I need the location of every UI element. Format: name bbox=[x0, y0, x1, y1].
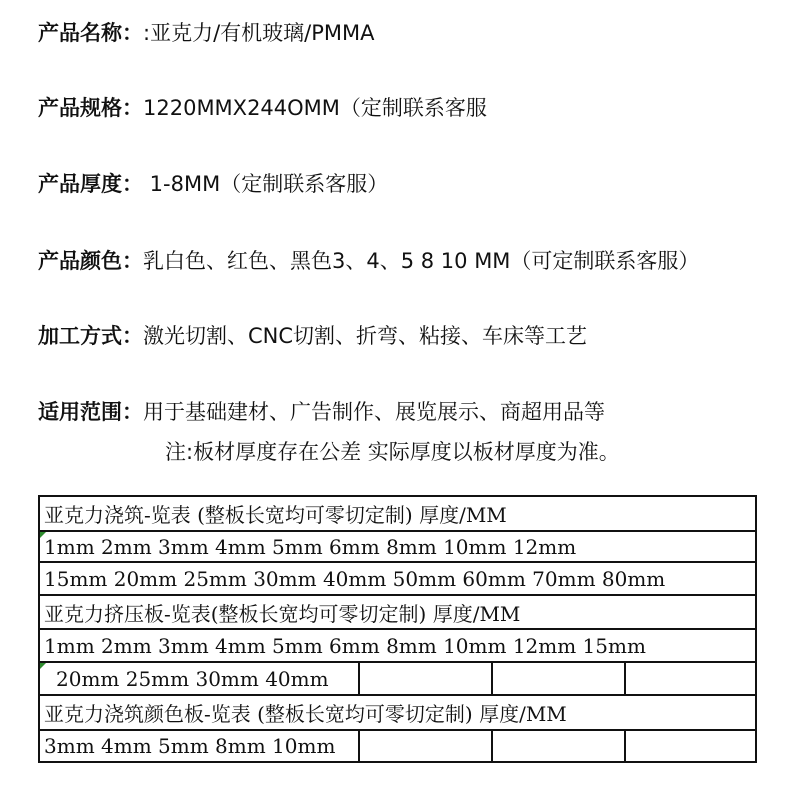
spec-value: 激光切割、CNC切割、折弯、粘接、车床等工艺 bbox=[143, 324, 588, 348]
table-cell: 亚克力挤压板-览表(整板长宽均可零切定制) 厚度/MM bbox=[44, 601, 521, 626]
table-cell: 亚克力浇筑颜色板-览表 (整板长宽均可零切定制) 厚度/MM bbox=[44, 702, 567, 726]
table-cell: 亚克力浇筑-览表 (整板长宽均可零切定制) 厚度/MM bbox=[44, 503, 507, 527]
table-cell: 3mm 4mm 5mm 8mm 10mm bbox=[40, 731, 360, 761]
table-row-extruded-heading bbox=[40, 596, 755, 630]
table-row bbox=[40, 563, 755, 596]
table-cell bbox=[360, 731, 493, 761]
table-cell bbox=[493, 731, 626, 761]
thickness-table bbox=[38, 495, 757, 763]
spec-value: :亚克力/有机玻璃/PMMA bbox=[143, 21, 375, 45]
spec-product-name bbox=[38, 19, 375, 47]
spec-processing bbox=[38, 322, 587, 350]
spec-label: 适用范围： bbox=[38, 400, 143, 424]
table-cell bbox=[493, 663, 626, 694]
spec-label: 产品规格： bbox=[38, 96, 143, 120]
table-row bbox=[40, 663, 755, 696]
spec-value: 1220MMX244OMM（定制联系客服 bbox=[143, 96, 487, 120]
table-cell bbox=[626, 731, 755, 761]
spec-value: 乳白色、红色、黑色3、4、5 8 10 MM（可定制联系客服） bbox=[143, 249, 700, 273]
spec-product-color bbox=[38, 247, 699, 275]
table-row bbox=[40, 731, 755, 761]
spec-value: 用于基础建材、广告制作、展览展示、商超用品等 bbox=[143, 400, 605, 424]
spec-label: 产品名称： bbox=[38, 21, 143, 45]
table-row bbox=[40, 532, 755, 563]
table-cell: 15mm 20mm 25mm 30mm 40mm 50mm 60mm 70mm 80mm bbox=[44, 566, 666, 591]
spec-product-thickness bbox=[38, 170, 388, 198]
table-cell bbox=[626, 663, 755, 694]
spec-product-size bbox=[38, 94, 487, 122]
spec-value: 1-8MM（定制联系客服） bbox=[143, 172, 389, 196]
spec-label: 加工方式： bbox=[38, 324, 143, 348]
table-row-cast-heading bbox=[40, 497, 755, 532]
spec-label: 产品厚度： bbox=[38, 172, 143, 196]
table-cell bbox=[360, 663, 493, 694]
table-cell: 20mm 25mm 30mm 40mm bbox=[40, 663, 360, 694]
spec-label: 产品颜色： bbox=[38, 249, 143, 273]
table-cell: 1mm 2mm 3mm 4mm 5mm 6mm 8mm 10mm 12mm 15mm bbox=[44, 633, 646, 658]
table-row-color-heading bbox=[40, 696, 755, 731]
spec-application bbox=[38, 398, 605, 426]
tolerance-note: 注:板材厚度存在公差 实际厚度以板材厚度为准。 bbox=[165, 440, 620, 464]
table-cell: 1mm 2mm 3mm 4mm 5mm 6mm 8mm 10mm 12mm bbox=[44, 534, 577, 559]
table-row bbox=[40, 630, 755, 663]
